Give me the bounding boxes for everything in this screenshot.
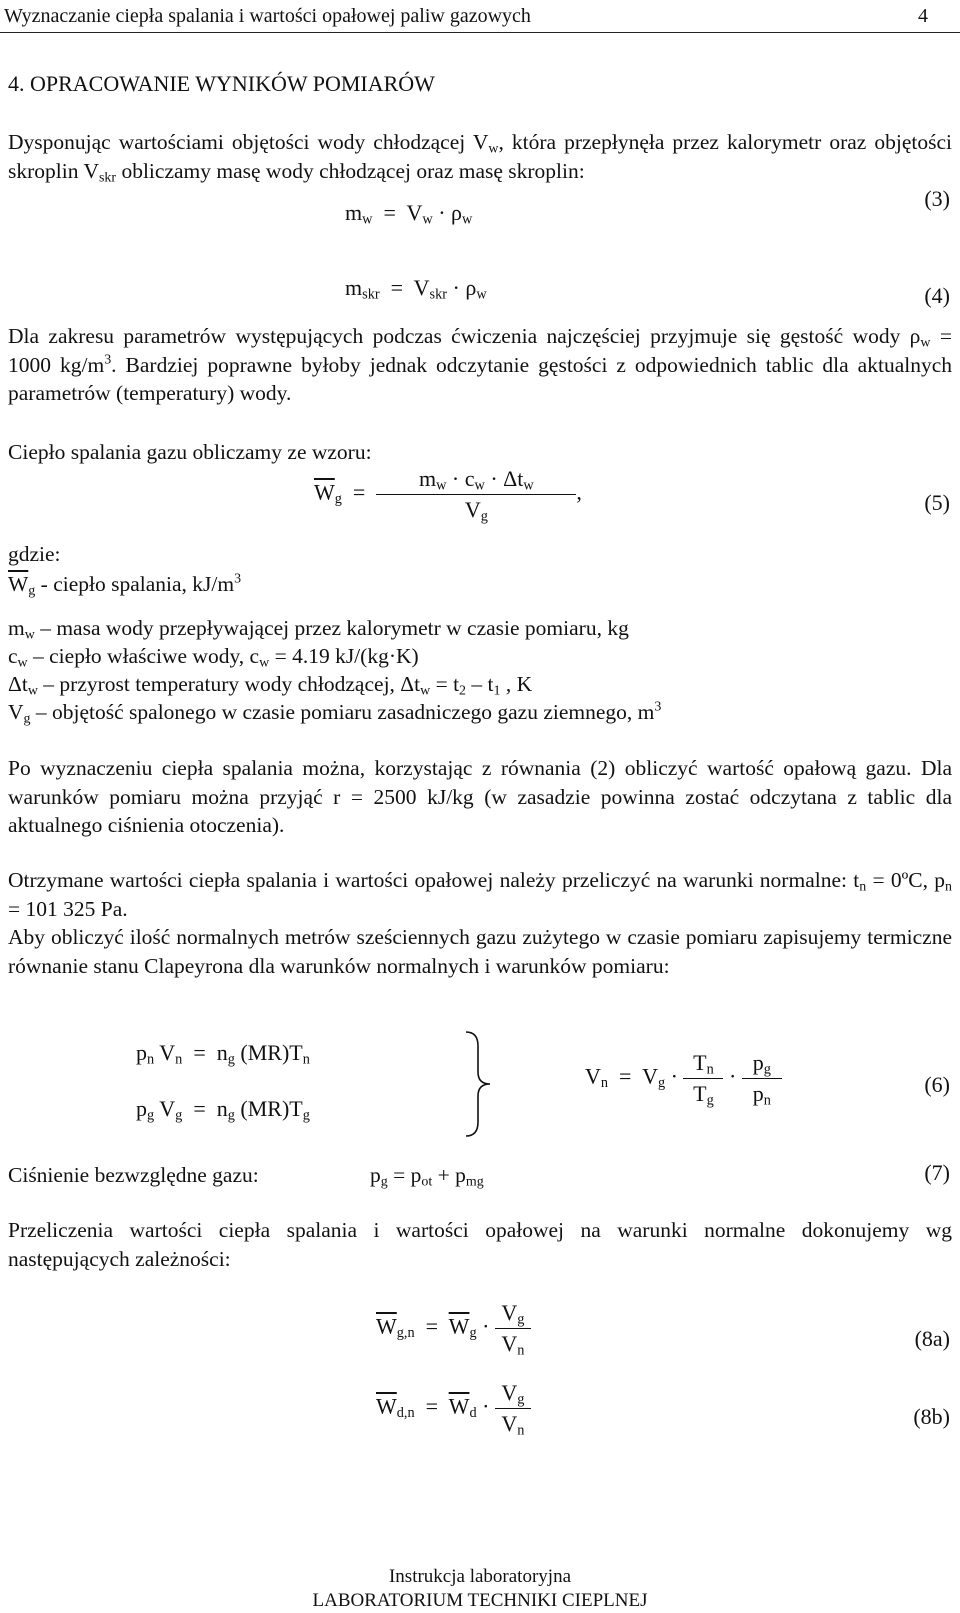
running-header-title: Wyznaczanie ciepła spalania i wartości opałowej paliw gazowych bbox=[4, 5, 531, 27]
definition-vg: $V_g$ – objętość spalonego w czasie pomiaru zasadniczego gazu ziemnego, $m^3$ bbox=[8, 699, 662, 727]
equation-7-label: Ciśnienie bezwzględne gazu: bbox=[8, 1163, 259, 1187]
paragraph-clapeyron: Aby obliczyć ilość normalnych metrów sześciennych gazu zużytego w czasie pomiaru zapisujemy termiczne równanie stanu Clapeyrona dla warunków normalnych i warunków pomiaru: bbox=[8, 925, 952, 978]
equation-5-number: (5) bbox=[924, 490, 950, 515]
equation-5: $\overline{W}_g$ = $\frac{m_w \cdot c_w \cdot \Delta t_w}{V_g}$ , bbox=[314, 466, 582, 525]
paragraph-conversion: Przeliczenia wartości ciepła spalania i wartości opałowej na warunki normalne dokonujemy wg następujących zależności: bbox=[8, 1218, 952, 1271]
paragraph-heat-formula-intro: Ciepło spalania gazu obliczamy ze wzoru: bbox=[8, 440, 372, 464]
page-number: 4 bbox=[918, 5, 928, 27]
equation-7-number: (7) bbox=[924, 1160, 950, 1185]
footer-line-2: LABORATORIUM TECHNIKI CIEPLNEJ bbox=[312, 1590, 648, 1611]
paragraph-normal-conditions: Otrzymane wartości ciepła spalania i wartości opałowej należy przeliczyć na warunki normalne: $t_n$ = 0ºC, $p_n = 101$ 325 Pa. Aby obliczyć ilość normalnych metrów sześciennych gazu zużytego w czasie pomiaru zapisujemy termiczne równanie stanu Clapeyrona dla warunków normalnych i warunków pomiaru: bbox=[8, 866, 952, 980]
equation-6-measure: $p_g$ $V_g = n_g$ $(MR)T_g$ bbox=[136, 1096, 310, 1124]
right-brace bbox=[460, 1028, 496, 1140]
section-title: 4. OPRACOWANIE WYNIKÓW POMIARÓW bbox=[8, 71, 435, 96]
paragraph-net-value: Po wyznaczeniu ciepła spalania można, korzystając z równania (2) obliczyć wartość opałową gazu. Dla warunków pomiaru można przyjąć r = 2500 kJ/kg (w zasadzie powinna zostać odczytana z tablic dla aktualnego ciśnienia otoczenia). bbox=[8, 756, 952, 837]
definition-dtw: $\Delta t_w$ – przyrost temperatury wody chłodzącej, $\Delta t_w = t_2 - t_1$ , K bbox=[8, 672, 533, 699]
equation-3-number: (3) bbox=[924, 186, 950, 211]
equation-7: $p_g = p_{ot} + p_{mg}$ bbox=[370, 1163, 484, 1190]
equation-6-result: $V_n = V_g$ · $\frac{T_n}{T_g}$ · $\frac{p_g}{p_n}$ bbox=[585, 1050, 782, 1107]
equation-6-number: (6) bbox=[924, 1072, 950, 1097]
equation-8b-number: (8b) bbox=[913, 1404, 950, 1429]
definition-mw: $m_w$ – masa wody przepływającej przez kalorymetr w czasie pomiaru, kg bbox=[8, 616, 629, 643]
footer-line-1: Instrukcja laboratoryjna bbox=[388, 1566, 571, 1587]
definition-wg: $\overline{W}_g$ - ciepło spalania, $kJ/m^3$ bbox=[8, 571, 242, 599]
equation-3: $m_w = V_w \cdot \rho_w$ bbox=[345, 200, 473, 228]
definition-cw: $c_w$ – ciepło właściwe wody, $c_w = 4.19$ kJ/(kg·K) bbox=[8, 644, 419, 671]
equation-6-normal: $p_n$ $V_n = n_g$ $(MR)T_n$ bbox=[136, 1040, 310, 1068]
equation-8a-number: (8a) bbox=[914, 1326, 950, 1351]
paragraph-density: Dla zakresu parametrów występujących podczas ćwiczenia najczęściej przyjmuje się gęstość wody $\rho_w = 1000$ $kg/m^3$. Bardziej poprawne byłoby jednak odczytanie gęstości z odpowiednich tablic dla aktualnych parametrów (temperatury) wody. bbox=[8, 324, 952, 405]
equation-4-number: (4) bbox=[924, 283, 950, 308]
paragraph-intro: Dysponując wartościami objętości wody chłodzącej $V_w$, która przepłynęła przez kalorymetr oraz objętości skroplin $V_{skr}$ obliczamy masę wody chłodzącej oraz masę skroplin: bbox=[8, 130, 952, 185]
header-rule bbox=[0, 32, 960, 33]
equation-8b: $\overline{W}_{d,n} = \overline{W}_d$ · $\frac{V_g}{V_n}$ bbox=[376, 1380, 531, 1437]
equation-4: $m_{skr} = V_{skr} \cdot \rho_w$ bbox=[345, 275, 487, 303]
where-label: gdzie: bbox=[8, 542, 61, 566]
equation-8a: $\overline{W}_{g,n} = \overline{W}_g$ · $\frac{V_g}{V_n}$ bbox=[376, 1300, 531, 1357]
